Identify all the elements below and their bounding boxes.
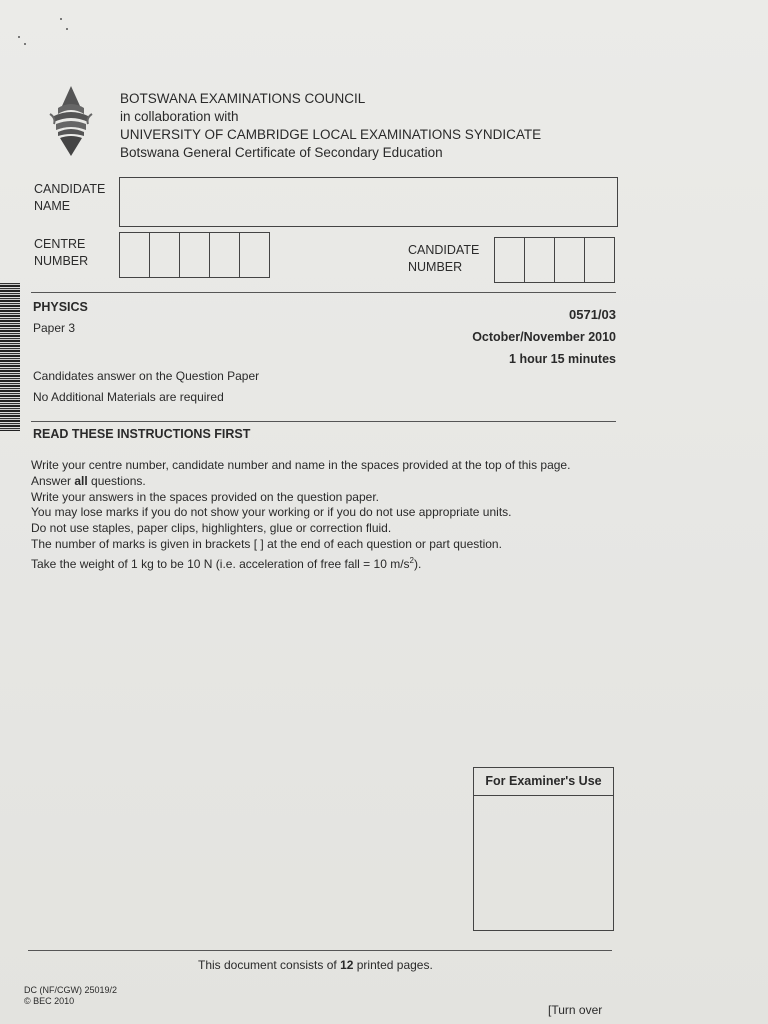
instruction-line: Take the weight of 1 kg to be 10 N (i.e. acceleration of free fall = 10 $m/s^2$). xyxy=(31,555,422,571)
collaboration-text: in collaboration with xyxy=(120,109,239,124)
scan-speck xyxy=(60,18,62,20)
syndicate-name: UNIVERSITY OF CAMBRIDGE LOCAL EXAMINATIONS SYNDICATE xyxy=(120,127,542,142)
digit-cell[interactable] xyxy=(554,237,585,283)
digit-cell[interactable] xyxy=(119,232,150,278)
turn-over-label: [Turn over xyxy=(548,1003,603,1017)
divider xyxy=(31,292,616,293)
digit-cell[interactable] xyxy=(494,237,525,283)
digit-cell[interactable] xyxy=(179,232,210,278)
exam-session: October/November 2010 xyxy=(472,330,616,344)
digit-cell[interactable] xyxy=(584,237,615,283)
candidate-name-label: CANDIDATE NAME xyxy=(34,182,106,213)
certificate-name: Botswana General Certificate of Secondary Education xyxy=(120,145,443,160)
examiner-use-label: For Examiner's Use xyxy=(474,768,613,796)
paper-number: Paper 3 xyxy=(33,321,76,335)
digit-cell[interactable] xyxy=(209,232,240,278)
candidate-number-label: CANDIDATE NUMBER xyxy=(408,243,480,274)
paper-code: 0571/03 xyxy=(569,307,616,322)
page-count-note: This document consists of 12 printed pages. xyxy=(198,958,433,972)
instructions-list xyxy=(31,458,631,573)
answer-location-note: Candidates answer on the Question Paper xyxy=(33,369,260,383)
candidate-name-field[interactable] xyxy=(119,177,618,227)
instruction-line: The number of marks is given in brackets [ ] at the end of each question or part question. xyxy=(31,536,502,551)
scan-speck xyxy=(66,28,68,30)
exam-duration: 1 hour 15 minutes xyxy=(509,352,616,366)
digit-cell[interactable] xyxy=(524,237,555,283)
instruction-line: You may lose marks if you do not show your working or if you do not use appropriate units. xyxy=(31,505,512,520)
document-reference: DC (NF/CGW) 25019/2 © BEC 2010 xyxy=(24,985,118,1006)
instruction-line: Write your answers in the spaces provided on the question paper. xyxy=(31,489,379,504)
instructions-heading: READ THESE INSTRUCTIONS FIRST xyxy=(33,427,251,441)
centre-number-label: CENTRE NUMBER xyxy=(34,237,89,268)
examiner-use-box xyxy=(473,767,614,931)
materials-note: No Additional Materials are required xyxy=(33,390,224,404)
instruction-line: Write your centre number, candidate number and name in the spaces provided at the top of this page. xyxy=(31,458,571,472)
scan-speck xyxy=(24,43,26,45)
council-name: BOTSWANA EXAMINATIONS COUNCIL xyxy=(120,91,366,106)
digit-cell[interactable] xyxy=(239,232,270,278)
instruction-line: Do not use staples, paper clips, highlighters, glue or correction fluid. xyxy=(31,521,392,536)
instruction-line: Answer all questions. xyxy=(31,473,146,488)
divider xyxy=(28,950,612,951)
divider xyxy=(31,421,616,422)
subject-title: PHYSICS xyxy=(33,300,88,314)
digit-cell[interactable] xyxy=(149,232,180,278)
barcode xyxy=(0,283,20,431)
candidate-number-field[interactable] xyxy=(494,237,615,283)
centre-number-field[interactable] xyxy=(119,232,270,278)
scan-speck xyxy=(18,36,20,38)
bec-crest-logo xyxy=(48,84,94,158)
